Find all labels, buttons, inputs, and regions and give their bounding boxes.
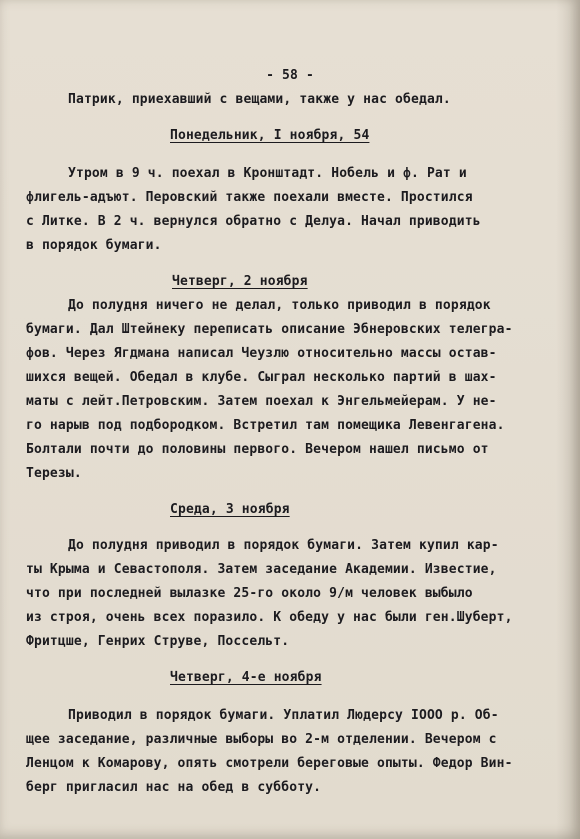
- section-heading-wednesday-3: Среда, 3 ноября: [170, 502, 290, 517]
- text-line: Болтали почти до половины первого. Вечером нашел письмо от: [26, 442, 489, 457]
- text-line: До полудня приводил в порядок бумаги. Затем купил кар-: [68, 538, 499, 553]
- text-line: Фритцше, Генрих Струве, Поссельт.: [26, 634, 290, 649]
- text-line: бумаги. Дал Штейнеку переписать описание Эбнеровских телегра-: [26, 322, 513, 337]
- text-line: Ленцом к Комарову, опять смотрели береговые опыты. Федор Вин-: [26, 756, 513, 771]
- intro-line: Патрик, приехавший с вещами, также у нас обедал.: [68, 92, 451, 107]
- text-line: из строя, очень всех поразило. К обеду у нас были ген.Шуберт,: [26, 610, 513, 625]
- section-heading-thursday-4: Четверг, 4-е ноября: [170, 670, 322, 685]
- text-line: Терезы.: [26, 466, 82, 481]
- text-line: маты с лейт.Петровским. Затем поехал к Энгельмейерам. У не-: [26, 394, 497, 409]
- page-number: - 58 -: [266, 68, 314, 83]
- text-line: флигель-адъют. Перовский также поехали вместе. Простился: [26, 190, 473, 205]
- text-line: го нарыв под подбородком. Встретил там помещика Левенгагена.: [26, 418, 505, 433]
- text-line: с Литке. В 2 ч. вернулся обратно с Делуа. Начал приводить: [26, 214, 481, 229]
- section-heading-thursday-2: Четверг, 2 ноября: [172, 274, 308, 289]
- text-line: ты Крыма и Севастополя. Затем заседание Академии. Известие,: [26, 562, 497, 577]
- text-line: шихся вещей. Обедал в клубе. Сыграл несколько партий в шах-: [26, 370, 497, 385]
- text-line: берг пригласил нас на обед в субботу.: [26, 780, 322, 795]
- text-line: Приводил в порядок бумаги. Уплатил Людерсу IOOO р. Об-: [68, 708, 499, 723]
- section-heading-monday: Понедельник, I ноября, 54: [170, 128, 370, 143]
- text-line: Утром в 9 ч. поехал в Кронштадт. Нобель и ф. Рат и: [68, 166, 467, 181]
- text-line: фов. Через Ягдмана написал Чеузлю относительно массы остав-: [26, 346, 497, 361]
- page-edge-shadow: [556, 0, 580, 839]
- text-line: До полудня ничего не делал, только приводил в порядок: [68, 298, 491, 313]
- text-line: что при последней вылазке 25-го около 9/м человек выбыло: [26, 586, 473, 601]
- text-line: в порядок бумаги.: [26, 238, 162, 253]
- text-line: щее заседание, различные выборы во 2-м отделении. Вечером с: [26, 732, 497, 747]
